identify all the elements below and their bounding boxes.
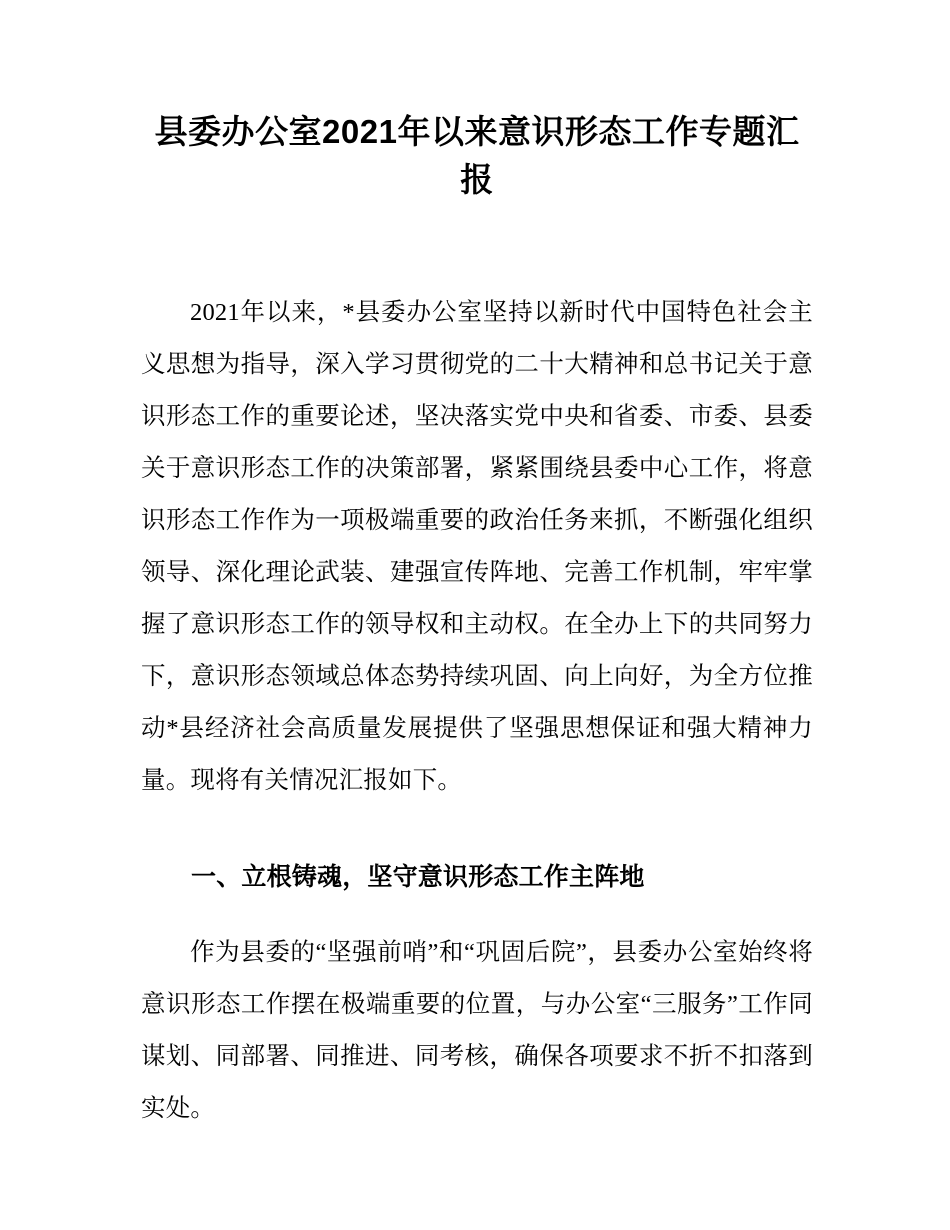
page-title: 县委办公室2021年以来意识形态工作专题汇报 [154,113,800,198]
section-1-paragraph-1: 作为县委的“坚强前哨”和“巩固后院”，县委办公室始终将意识形态工作摆在极端重要的位置，与办公室“三服务”工作同谋划、同部署、同推进、同考核，确保各项要求不折不扣落到实处。 [141,939,813,1122]
section-heading-1: 一、立根铸魂，坚守意识形态工作主阵地 [191,863,645,891]
intro-paragraph: 2021年以来，*县委办公室坚持以新时代中国特色社会主义思想为指导，深入学习贯彻党的二十大精神和总书记关于意识形态工作的重要论述，坚决落实党中央和省委、市委、县委关于意识形态工作的决策部署，紧紧围绕县委中心工作，将意识形态工作作为一项极端重要的政治任务来抓，不断强化组织领导、深化理论武装、建强宣传阵地、完善工作机制，牢牢掌握了意识形态工作的领导权和主动权。在全办上下的共同努力下，意识形态领域总体态势持续巩固、向上向好，为全方位推动*县经济社会高质量发展提供了坚强思想保证和强大精神力量。现将有关情况汇报如下。 [141,299,813,794]
document-content-column [141,0,813,1135]
